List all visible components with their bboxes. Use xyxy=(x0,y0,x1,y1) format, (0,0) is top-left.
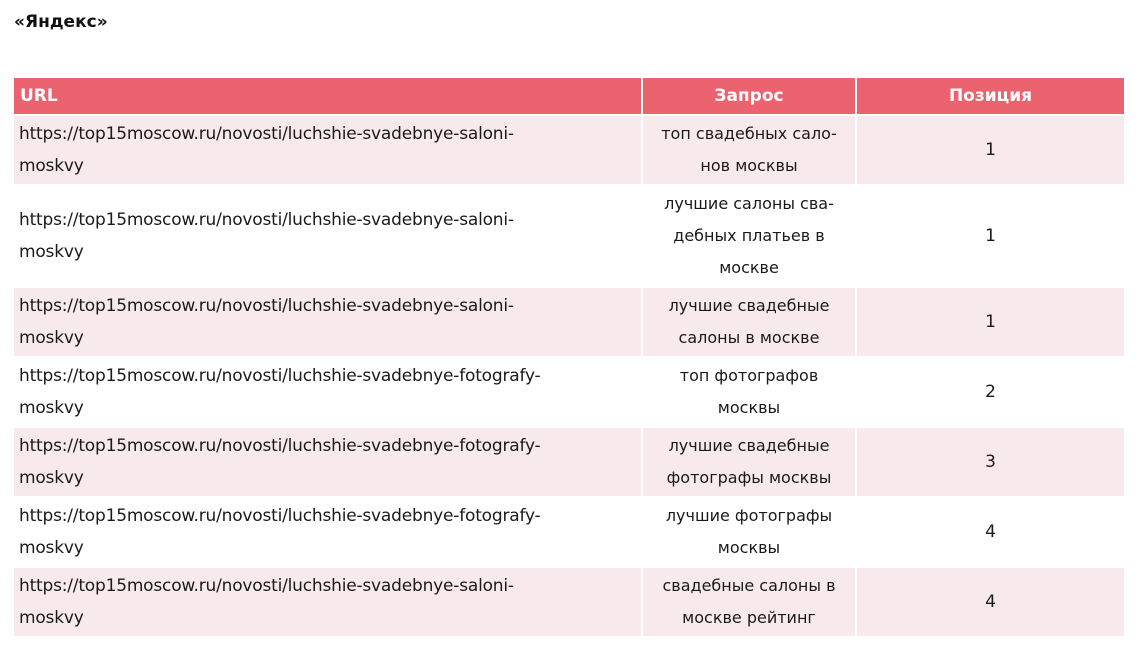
results-table xyxy=(14,78,1124,636)
url-cell xyxy=(14,356,641,426)
url-text[interactable]: https://top15moscow.ru/novosti/luchshie-svadebnye-saloni- xyxy=(19,210,514,230)
table-row xyxy=(14,184,1124,286)
position-cell: 3 xyxy=(855,426,1124,496)
query-cell: топ фотографов москвы xyxy=(641,356,855,426)
table-row xyxy=(14,566,1124,636)
url-text-continuation[interactable]: moskvy xyxy=(19,328,84,348)
url-text-continuation[interactable]: moskvy xyxy=(19,468,84,488)
url-text[interactable]: https://top15moscow.ru/novosti/luchshie-svadebnye-saloni- xyxy=(19,296,514,316)
url-cell xyxy=(14,426,641,496)
column-header-position: Позиция xyxy=(855,78,1124,114)
query-cell: лучшие салоны свадебных платьев в москве xyxy=(641,184,855,286)
table-header-row xyxy=(14,78,1124,114)
url-text-continuation[interactable]: moskvy xyxy=(19,242,84,262)
query-cell: лучшие свадебные фотографы москвы xyxy=(641,426,855,496)
url-text-continuation[interactable]: moskvy xyxy=(19,538,84,558)
url-cell xyxy=(14,184,641,286)
table-row xyxy=(14,356,1124,426)
position-cell: 2 xyxy=(855,356,1124,426)
table-row xyxy=(14,496,1124,566)
url-text[interactable]: https://top15moscow.ru/novosti/luchshie-svadebnye-saloni- xyxy=(19,124,514,144)
url-cell xyxy=(14,114,641,184)
url-text[interactable]: https://top15moscow.ru/novosti/luchshie-svadebnye-fotografy- xyxy=(19,366,541,386)
table-row xyxy=(14,114,1124,184)
query-cell: лучшие фотографы москвы xyxy=(641,496,855,566)
query-cell: свадебные салоны в москве рейтинг xyxy=(641,566,855,636)
position-cell: 1 xyxy=(855,286,1124,356)
page-title: «Яндекс» xyxy=(14,12,108,32)
query-cell: лучшие свадебные салоны в москве xyxy=(641,286,855,356)
url-text[interactable]: https://top15moscow.ru/novosti/luchshie-svadebnye-fotografy- xyxy=(19,436,541,456)
position-cell: 1 xyxy=(855,184,1124,286)
url-text-continuation[interactable]: moskvy xyxy=(19,156,84,176)
table-row xyxy=(14,286,1124,356)
url-text[interactable]: https://top15moscow.ru/novosti/luchshie-svadebnye-saloni- xyxy=(19,576,514,596)
position-cell: 1 xyxy=(855,114,1124,184)
query-cell: топ свадебных салонов москвы xyxy=(641,114,855,184)
url-text-continuation[interactable]: moskvy xyxy=(19,608,84,628)
column-header-query: Запрос xyxy=(641,78,855,114)
position-cell: 4 xyxy=(855,566,1124,636)
column-header-url: URL xyxy=(14,78,641,114)
url-cell xyxy=(14,496,641,566)
url-text[interactable]: https://top15moscow.ru/novosti/luchshie-svadebnye-fotografy- xyxy=(19,506,541,526)
position-cell: 4 xyxy=(855,496,1124,566)
table-row xyxy=(14,426,1124,496)
url-cell xyxy=(14,566,641,636)
url-cell xyxy=(14,286,641,356)
url-text-continuation[interactable]: moskvy xyxy=(19,398,84,418)
